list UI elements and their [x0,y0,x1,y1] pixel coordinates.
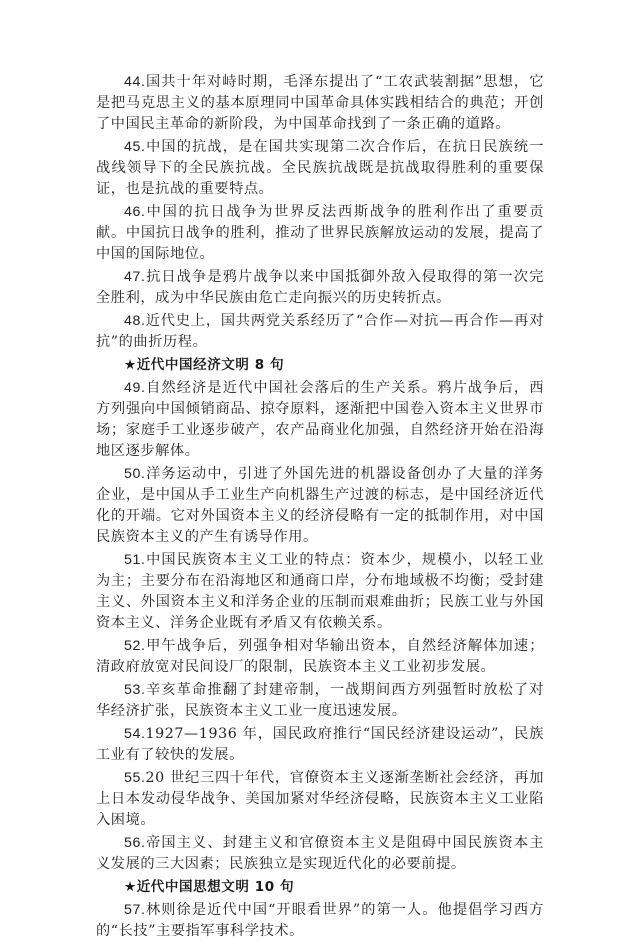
item-text: 国共十年对峙时期，毛泽东提出了“工农武装割据”思想，它是把马克思主义的基本原理同中国革命具体实践相结合的典范；开创了中国民主革命的新阶段，为中国革命找到了一条正确的道路。 [96,74,544,132]
paragraph-57 [96,900,544,942]
item-text: 中国的抗战，是在国共实现第二次合作后，在抗日民族统一战线领导下的全民族抗战。全民族抗战既是抗战取得胜利的重要保证，也是抗战的重要特点。 [96,139,544,197]
item-number: 44. [124,74,146,90]
item-number: 57. [124,902,146,918]
item-text: 洋务运动中，引进了外国先进的机器设备创办了大量的洋务企业，是中国从手工业生产向机器生产过渡的标志，是中国经济近代化的开端。它对外国资本主义的经济侵略有一定的抵制作用，对中国民族资本主义的产生有诱导作用。 [96,466,544,545]
item-text: 抗日战争是鸦片战争以来中国抵御外敌入侵取得的第一次完全胜利，成为中华民族由危亡走向振兴的历史转折点。 [96,269,544,306]
item-text: 辛亥革命推翻了封建帝制，一战期间西方列强暂时放松了对华经济扩张，民族资本主义工业一度迅速发展。 [96,682,544,719]
item-text: 甲午战争后，列强争相对华输出资本，自然经济解体加速；清政府放宽对民间设厂的限制，民族资本主义工业初步发展。 [96,638,544,675]
item-number: 56. [124,835,146,851]
item-number: 47. [124,269,146,285]
paragraph-54 [96,724,544,766]
item-text: 林则徐是近代中国“开眼看世界”的第一人。他提倡学习西方的“长技”主要指军事科学技术。 [96,902,544,939]
section-heading-thought: ★近代中国思想文明 10 句 [124,879,295,895]
item-number: 48. [124,313,146,329]
paragraph-48 [96,311,544,353]
item-number: 50. [124,466,146,482]
paragraph-56 [96,833,544,875]
item-text: 自然经济是近代中国社会落后的生产关系。鸦片战争后，西方列强向中国倾销商品、掠夺原料，逐渐把中国卷入资本主义世界市场；家庭手工业逐步破产，农产品商业化加强，自然经济开始在沿海地区逐步解体。 [96,380,544,459]
item-text: 1927—1936 年，国民政府推行“国民经济建设运动”，民族工业有了较快的发展。 [96,726,544,763]
paragraph-45 [96,137,544,200]
item-text: 中国民族资本主义工业的特点：资本少，规模小，以轻工业为主；主要分布在沿海地区和通商口岸，分布地域极不均衡；受封建主义、外国资本主义和洋务企业的压制而艰难曲折；民族工业与外国资本主义、洋务企业既有矛盾又有依赖关系。 [96,552,544,631]
paragraph-49 [96,378,544,462]
item-text: 帝国主义、封建主义和官僚资本主义是阻碍中国民族资本主义发展的三大因素；民族独立是实现近代化的必要前提。 [96,835,544,872]
paragraph-51 [96,550,544,634]
paragraph-55 [96,768,544,831]
item-number: 53. [124,682,146,698]
item-number: 45. [124,139,146,155]
document-page [96,72,544,944]
paragraph-46 [96,202,544,265]
item-number: 49. [124,380,146,396]
item-text: 20 世纪三四十年代，官僚资本主义逐渐垄断社会经济，再加上日本发动侵华战争、美国加紧对华经济侵略，民族资本主义工业陷入困境。 [96,770,544,828]
paragraph-53 [96,680,544,722]
item-number: 46. [124,204,146,220]
item-number: 52. [124,638,146,654]
item-text: 中国的抗日战争为世界反法西斯战争的胜利作出了重要贡献。中国抗日战争的胜利，推动了世界民族解放运动的发展，提高了中国的国际地位。 [96,204,544,262]
paragraph-50 [96,464,544,548]
item-number: 51. [124,552,146,568]
item-number: 55. [124,770,146,786]
paragraph-47 [96,267,544,309]
item-number: 54. [124,726,146,742]
item-text: 近代史上，国共两党关系经历了“合作—对抗—再合作—再对抗”的曲折历程。 [96,313,544,350]
paragraph-44 [96,72,544,135]
section-heading-economy: ★近代中国经济文明 8 句 [124,357,285,373]
paragraph-52 [96,636,544,678]
